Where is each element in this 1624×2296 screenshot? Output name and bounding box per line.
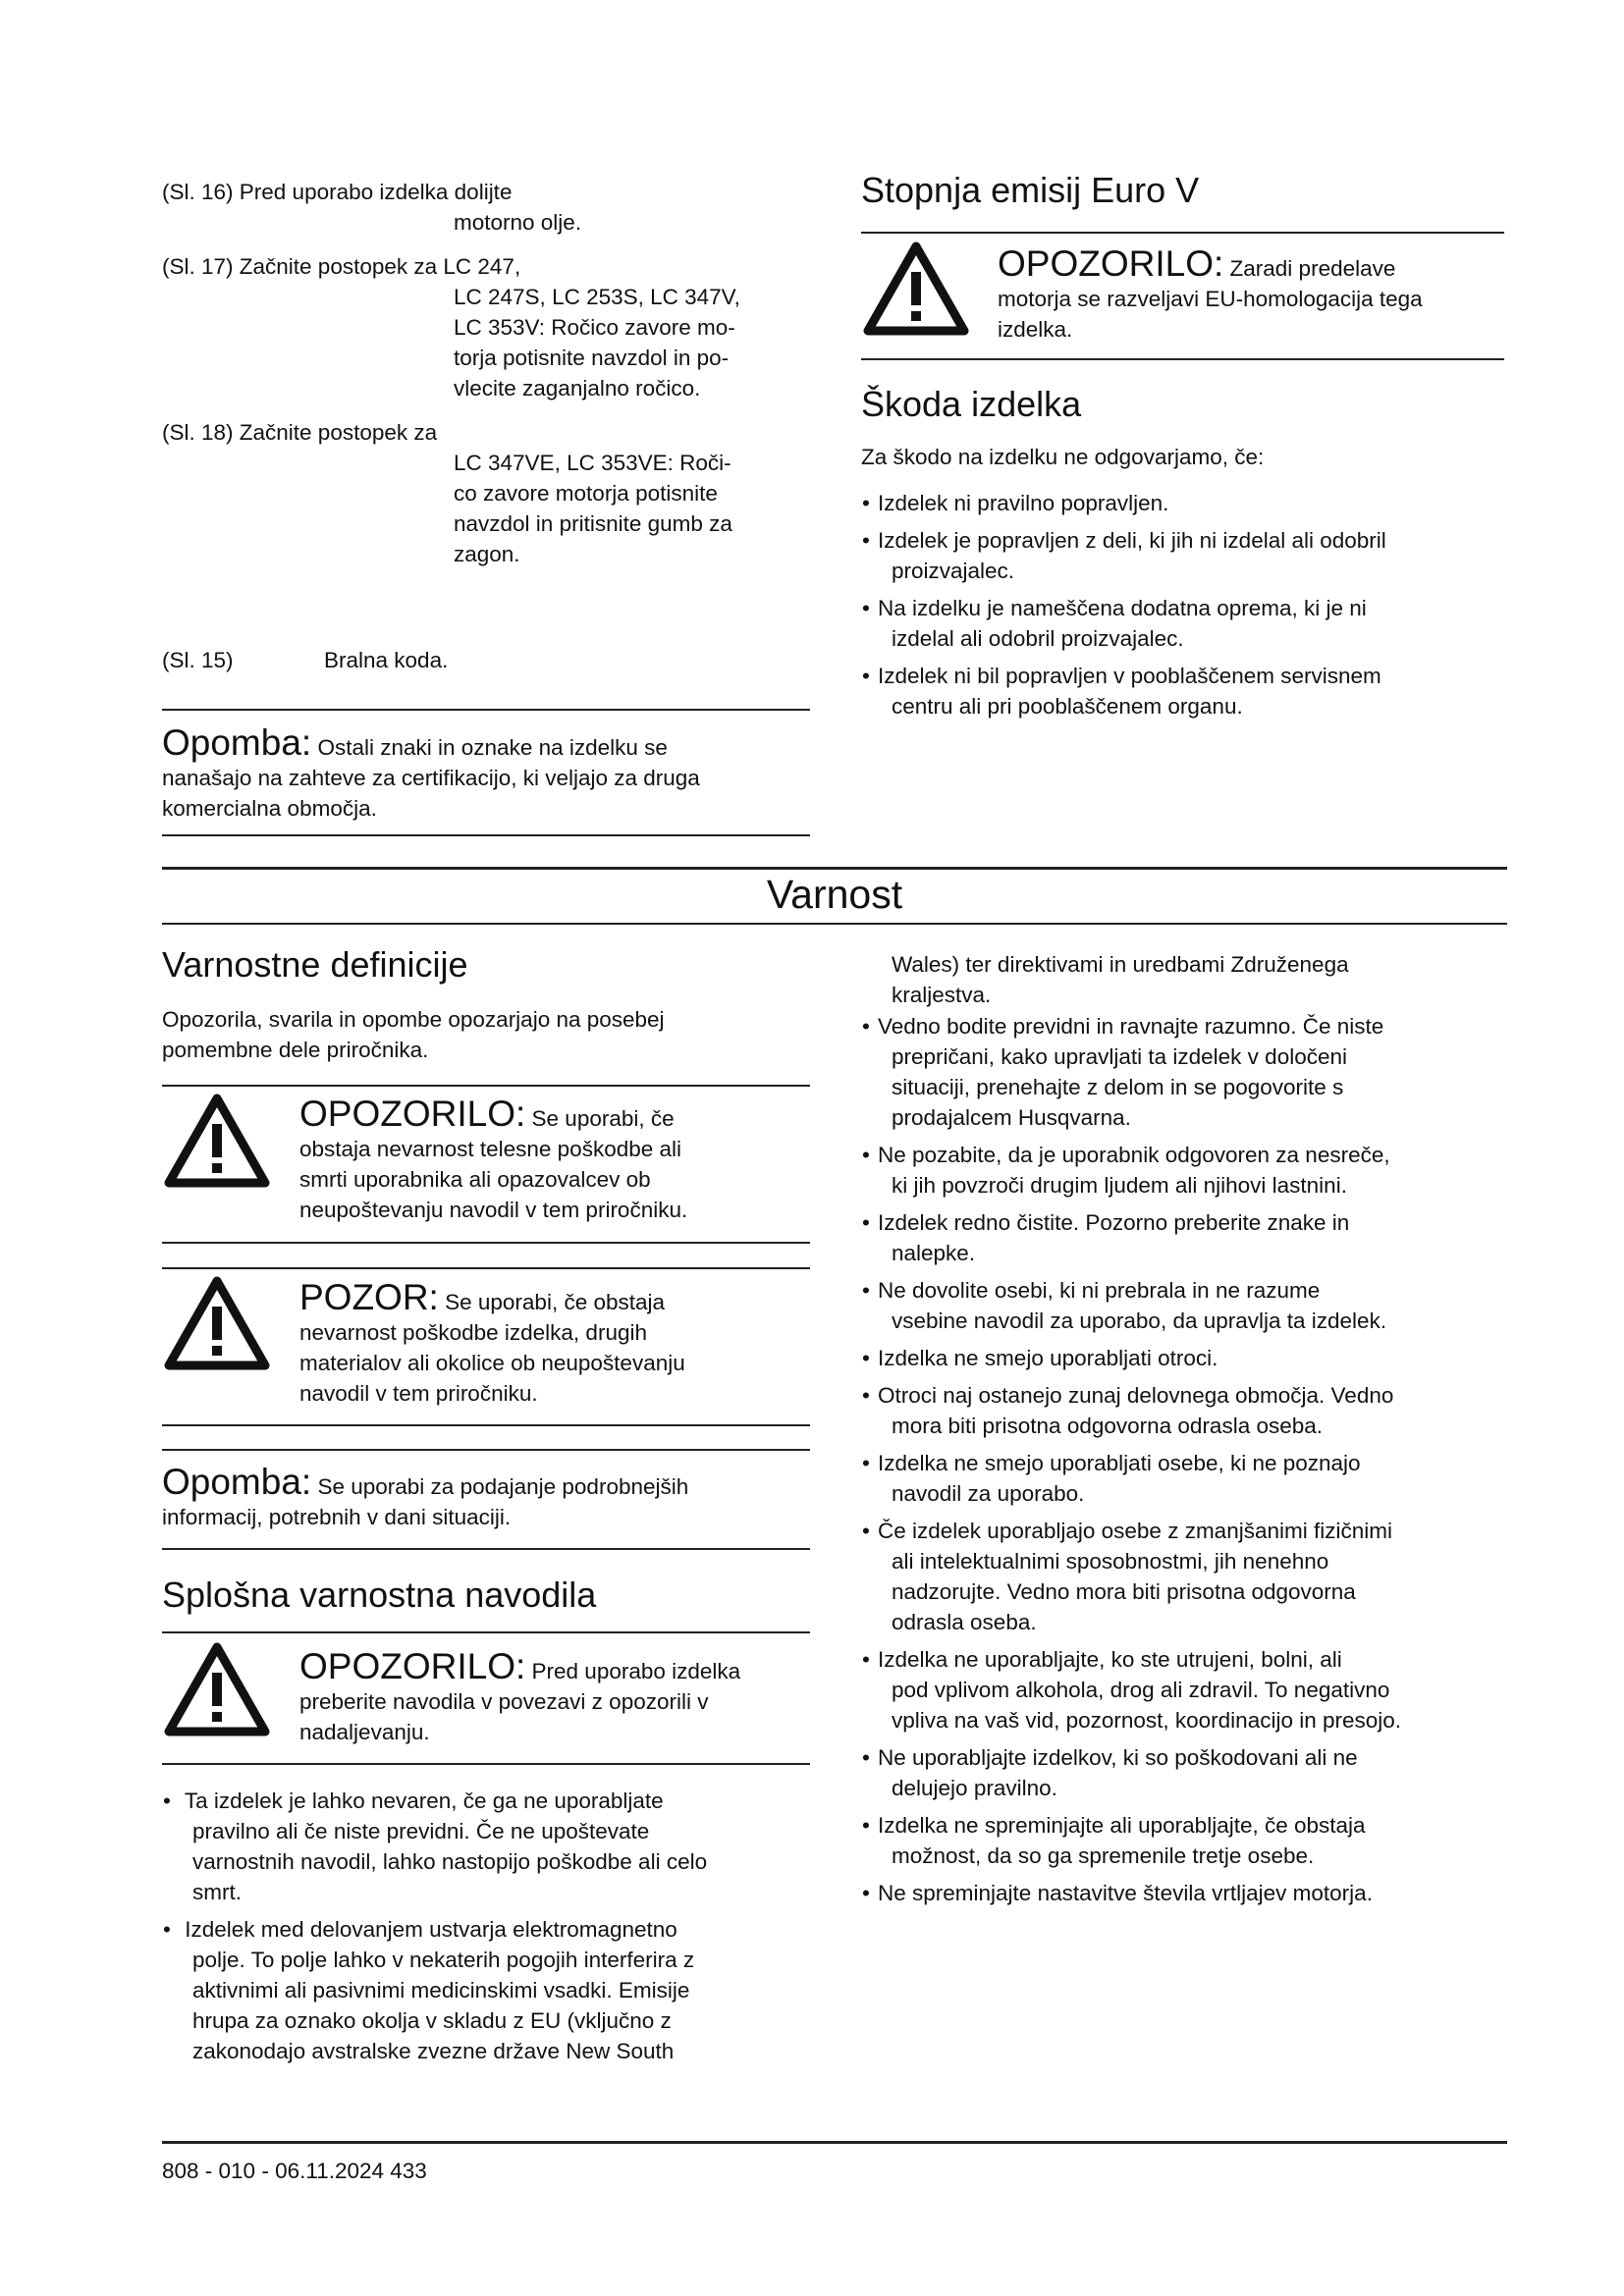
warning-text: izdelka. bbox=[998, 317, 1073, 342]
figure-caption-label: (Sl. 15) bbox=[162, 648, 234, 672]
caution-icon bbox=[163, 1275, 271, 1371]
definitions-intro: Opozorila, svarila in opombe opozarjajo na posebej pomembne dele priročnika. bbox=[162, 1007, 665, 1062]
list-item: • Vedno bodite previdni in ravnajte razumno. Če niste prepričani, kako upravljati ta izdelek v določeni situaciji, prenehajte z delom in se pogovorite s prodajalcem Husqvarna. bbox=[846, 1011, 1534, 1133]
footer-text: 808 - 010 - 06.11.2024 433 bbox=[162, 2159, 427, 2183]
list-item: • Izdelek med delovanjem ustvarja elektromagnetno polje. To polje lahko v nekaterih pogojih interferira z aktivnimi ali pasivnimi medicinskimi vsadki. Emisije hrupa za oznako okolja v skladu z EU (vključno z zakonodajo avstralske zvezne države New South bbox=[147, 1914, 835, 2066]
divider bbox=[162, 709, 810, 711]
figure-caption-label: (Sl. 17) Začnite postopek za LC 247, bbox=[162, 254, 521, 279]
note-certification bbox=[162, 723, 830, 824]
heading-safety-definitions: Varnostne definicije bbox=[162, 944, 468, 985]
figure-caption-text: LC 347VE, LC 353VE: Roči- bbox=[454, 451, 731, 475]
footer-rule bbox=[162, 2141, 1507, 2144]
list-item: • Izdelek ni bil popravljen v pooblaščenem servisnem centru ali pri pooblaščenem organu. bbox=[846, 661, 1524, 721]
note-text: Ostali znaki in oznake na izdelku se bbox=[317, 735, 668, 760]
damage-list bbox=[846, 488, 1524, 728]
figure-caption-text: LC 353V: Ročico zavore mo- bbox=[454, 315, 735, 340]
note-label: Opomba: bbox=[162, 722, 312, 763]
list-item: • Izdelka ne spreminjajte ali uporabljajte, če obstaja možnost, da so ga spremenile tretje osebe. bbox=[846, 1810, 1534, 1871]
list-item: • Izdelek redno čistite. Pozorno preberite znake in nalepke. bbox=[846, 1207, 1534, 1268]
list-item: • Izdelek ni pravilno popravljen. bbox=[846, 488, 1524, 518]
list-item: • Ne uporabljajte izdelkov, ki so poškodovani ali ne delujejo pravilno. bbox=[846, 1742, 1534, 1803]
list-item: • Ne pozabite, da je uporabnik odgovoren za nesreče, ki jih povzroči drugim ljudem ali njihovi lastnini. bbox=[846, 1140, 1534, 1201]
list-item: • Če izdelek uporabljajo osebe z zmanjšanimi fizičnimi ali intelektualnimi sposobnostmi, jih nenehno nadzorujte. Vedno mora biti prisotna odgovorna odrasla oseba. bbox=[846, 1516, 1534, 1637]
heading-general-safety: Splošna varnostna navodila bbox=[162, 1575, 597, 1615]
figure-caption-label: (Sl. 16) Pred uporabo izdelka dolijte bbox=[162, 180, 513, 204]
list-item: • Izdelka ne smejo uporabljati otroci. bbox=[846, 1343, 1534, 1373]
warning-text: Zaradi predelave bbox=[1229, 256, 1396, 281]
divider bbox=[162, 1548, 810, 1550]
figure-caption-text: LC 247S, LC 253S, LC 347V, bbox=[454, 285, 740, 309]
note-definition: Opomba: Se uporabi za podajanje podrobnejših informacij, potrebnih v dani situaciji. bbox=[162, 1462, 689, 1529]
list-item: • Ta izdelek je lahko nevaren, če ga ne uporabljate pravilno ali če niste previdni. Če ne upoštevate varnostnih navodil, lahko nastopijo poškodbe ali celo smrt. bbox=[147, 1786, 835, 1907]
list-item: • Ne spreminjajte nastavitve števila vrtljajev motorja. bbox=[846, 1878, 1534, 1908]
damage-intro: Za škodo na izdelku ne odgovarjamo, če: bbox=[861, 445, 1265, 469]
figure-captions bbox=[162, 177, 800, 569]
warning-label: OPOZORILO: bbox=[299, 1094, 526, 1134]
warning-text: Se uporabi, če bbox=[531, 1106, 675, 1131]
figure-caption-label: (Sl. 18) Začnite postopek za bbox=[162, 420, 438, 445]
caution-text: Se uporabi, če obstaja bbox=[445, 1290, 666, 1314]
section-rule-bottom bbox=[162, 923, 1507, 925]
figure-caption-text: torja potisnite navzdol in po- bbox=[454, 346, 730, 370]
list-item: • Na izdelku je nameščena dodatna oprema, ki je ni izdelal ali odobril proizvajalec. bbox=[846, 593, 1524, 654]
divider bbox=[162, 1267, 810, 1269]
figure-caption-text: vlecite zaganjalno ročico. bbox=[454, 376, 701, 400]
figure-caption-text: co zavore motorja potisnite bbox=[454, 481, 718, 506]
note-text: komercialna območja. bbox=[162, 796, 377, 821]
caution-definition: POZOR: Se uporabi, če obstaja nevarnost poškodbe izdelka, drugih materialov ali okolice ob neupoštevanju navodil v tem priročniku. bbox=[299, 1277, 685, 1406]
divider bbox=[162, 1242, 810, 1244]
general-safety-list bbox=[147, 1786, 835, 2073]
warning-definition: OPOZORILO: Se uporabi, če obstaja nevarnost telesne poškodbe ali smrti uporabnika ali opazovalcev ob neupoštevanju navodil v tem priročniku. bbox=[299, 1094, 688, 1222]
safety-rules-list bbox=[846, 1011, 1534, 1915]
section-title: Varnost bbox=[766, 872, 903, 917]
warning-label: OPOZORILO: bbox=[998, 243, 1224, 284]
figure-caption-16 bbox=[162, 177, 800, 238]
figure-caption-text: Bralna koda. bbox=[324, 648, 449, 672]
warning-icon bbox=[862, 240, 970, 337]
divider bbox=[162, 1631, 810, 1633]
divider bbox=[162, 1085, 810, 1087]
warning-emission bbox=[998, 244, 1508, 345]
heading-emission-stage: Stopnja emisij Euro V bbox=[861, 170, 1200, 210]
figure-caption-18 bbox=[162, 417, 800, 569]
list-item: • Izdelka ne uporabljajte, ko ste utrujeni, bolni, ali pod vplivom alkohola, drog ali zdravil. To negativno vpliva na vaš vid, pozornost, koordinacijo in presojo. bbox=[846, 1644, 1534, 1735]
list-continuation: Wales) ter direktivami in uredbami Združenega kraljestva. bbox=[892, 952, 1349, 1007]
divider bbox=[162, 1424, 810, 1426]
note-label: Opomba: bbox=[162, 1462, 312, 1502]
warning-icon bbox=[163, 1641, 271, 1737]
divider bbox=[861, 358, 1504, 360]
heading-product-damage: Škoda izdelka bbox=[861, 384, 1082, 424]
divider bbox=[162, 1763, 810, 1765]
list-item: • Izdelka ne smejo uporabljati osebe, ki ne poznajo navodil za uporabo. bbox=[846, 1448, 1534, 1509]
list-item: • Izdelek je popravljen z deli, ki jih ni izdelal ali odobril proizvajalec. bbox=[846, 525, 1524, 586]
figure-caption-15 bbox=[162, 645, 800, 675]
figure-caption-text: motorno olje. bbox=[454, 210, 582, 235]
divider bbox=[861, 232, 1504, 234]
figure-caption-text: navzdol in pritisnite gumb za bbox=[454, 511, 732, 536]
warning-general: OPOZORILO: Pred uporabo izdelka preberite navodila v povezavi z opozorili v nadaljevanju. bbox=[299, 1646, 741, 1744]
warning-label: OPOZORILO: bbox=[299, 1646, 526, 1686]
caution-label: POZOR: bbox=[299, 1277, 439, 1317]
note-text: nanašajo na zahteve za certifikacijo, ki veljajo za druga bbox=[162, 766, 700, 790]
divider bbox=[162, 834, 810, 836]
warning-icon bbox=[163, 1093, 271, 1189]
list-item: • Ne dovolite osebi, ki ni prebrala in ne razume vsebine navodil za uporabo, da upravlja ta izdelek. bbox=[846, 1275, 1534, 1336]
list-item: • Otroci naj ostanejo zunaj delovnega območja. Vedno mora biti prisotna odgovorna odrasla oseba. bbox=[846, 1380, 1534, 1441]
figure-caption-17 bbox=[162, 251, 800, 403]
note-text: Se uporabi za podajanje podrobnejših bbox=[317, 1474, 689, 1499]
figure-caption-text: zagon. bbox=[454, 542, 520, 566]
warning-text: Pred uporabo izdelka bbox=[531, 1659, 741, 1683]
divider bbox=[162, 1449, 810, 1451]
warning-text: motorja se razveljavi EU-homologacija tega bbox=[998, 287, 1423, 311]
